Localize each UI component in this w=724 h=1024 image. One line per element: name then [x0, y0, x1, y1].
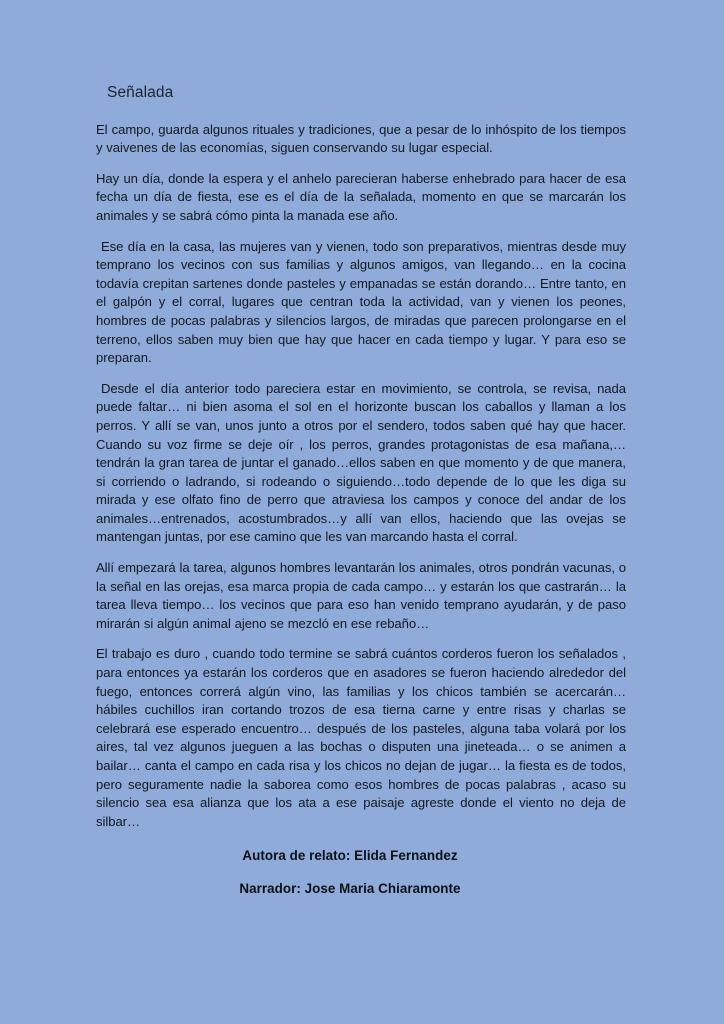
- paragraph-1: El campo, guarda algunos rituales y tradiciones, que a pesar de lo inhóspito de los tiempos y vaivenes de las economías, siguen conservando su lugar especial.: [96, 121, 626, 156]
- paragraph-4: Desde el día anterior todo pareciera estar en movimiento, se controla, se revisa, nada puede faltar… ni bien asoma el sol en el horizonte buscan los caballos y llaman a los perros. Y allí se van, unos junto a otros por el sendero, todos saben qué hay que hacer. Cuando su voz firme se deje oír , los perros, grandes protagonistas de esa mañana,… tendrán la gran tarea de juntar el ganado…ellos saben en que momento y de que manera, si corriendo o ladrando, si rodeando o siguiendo…todo depende de lo que les diga su mirada y ese olfato fino de perro que atraviesa los campos y conoce del andar de los animales…entrenados, acostumbrados…y allí van ellos, haciendo que las ovejas se mantengan juntas, por ese camino que les van marcando hasta el corral.: [96, 380, 626, 545]
- narrator-credit: Narrador: Jose Maria Chiaramonte: [239, 880, 461, 896]
- paragraph-5: Allí empezará la tarea, algunos hombres levantarán los animales, otros pondrán vacunas, o la señal en las orejas, esa marca propia de cada campo… y estarán los que castrarán… la tarea lleva tiempo… los vecinos que para eso han venido temprano ayudarán, y de paso mirarán si algún animal ajeno se mezcló en ese rebaño…: [96, 560, 626, 631]
- paragraph-3: Ese día en la casa, las mujeres van y vienen, todo son preparativos, mientras desde muy temprano los vecinos con sus familias y algunos amigos, van llegando… en la cocina todavía crepitan sartenes donde pasteles y empanadas se están dorando… Entre tanto, en el galpón y el corral, lugares que centran toda la actividad, van y vienen los peones, hombres de pocas palabras y silencios largos, de miradas que parecen prolongarse en el terreno, ellos saben muy bien que hay que hacer en cada tiempo y lugar. Y para eso se preparan.: [96, 238, 626, 366]
- document-body: [96, 84, 626, 899]
- paragraph-6: El trabajo es duro , cuando todo termine se sabrá cuántos corderos fueron los señalados , para entonces ya estarán los corderos que en asadores se fueron haciendo alrededor del fuego, entonces correrá algún vino, las familias y los chicos también se acercarán… hábiles cuchillos iran cortando trozos de esa tierna carne y entre risas y charlas se celebrará ese esperado encuentro… después de los pasteles, alguna taba volará por los aires, tal vez algunos jueguen a las bochas o disputen una jineteada… o se animen a bailar… canta el campo en cada risa y los chicos no dejan de jugar… la fiesta es de todos, pero seguramente nadie la saborea como esos hombres de pocas palabras , acaso su silencio sea esa alianza que los ata a ese paisaje agreste donde el viento no deja de silbar…: [96, 646, 626, 829]
- paragraph-2: Hay un día, donde la espera y el anhelo parecieran haberse enhebrado para hacer de esa fecha un día de fiesta, ese es el día de la señalada, momento en que se marcarán los animales y se sabrá cómo pinta la manada ese año.: [96, 170, 626, 223]
- page-title: Señalada: [107, 84, 174, 101]
- author-credit: Autora de relato: Elida Fernandez: [242, 848, 458, 864]
- credits-block: [96, 847, 626, 898]
